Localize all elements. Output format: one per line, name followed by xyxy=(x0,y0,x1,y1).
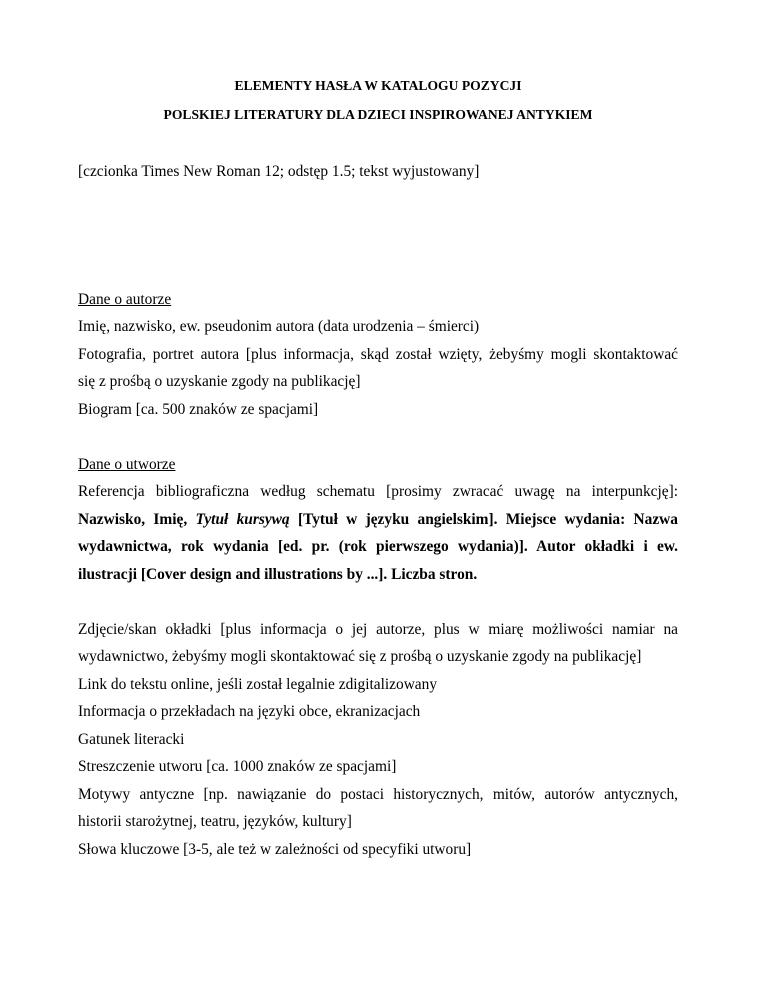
document-title-line-2: POLSKIEJ LITERATURY DLA DZIECI INSPIROWANEJ ANTYKIEM xyxy=(163,107,593,122)
author-photo-line-2: się z prośbą o uzyskanie zgody na publikację] xyxy=(78,373,361,390)
author-photo-line-1: Fotografia, portret autora [plus informacja, skąd został wzięty, żebyśmy mogli skontaktować xyxy=(78,346,678,363)
summary-line: Streszczenie utworu [ca. 1000 znaków ze spacjami] xyxy=(78,758,397,775)
reference-place: [Tytuł w języku angielskim]. Miejsce wydania: Nazwa xyxy=(289,511,678,528)
motifs-line-1: Motywy antyczne [np. nawiązanie do postaci historycznych, mitów, autorów antycznych, xyxy=(78,786,678,803)
author-name-line: Imię, nazwisko, ew. pseudonim autora (data urodzenia – śmierci) xyxy=(78,318,480,335)
reference-author: Nazwisko, Imię, xyxy=(78,511,196,528)
work-section-heading: Dane o utworze xyxy=(78,456,176,473)
translations-line: Informacja o przekładach na języki obce, ekranizacjach xyxy=(78,703,421,720)
keywords-line: Słowa kluczowe [3-5, ale też w zależności od specyfiki utworu] xyxy=(78,841,472,858)
cover-line-1: Zdjęcie/skan okładki [plus informacja o jej autorze, plus w miarę możliwości namiar na xyxy=(78,621,678,638)
author-section-heading: Dane o autorze xyxy=(78,291,172,308)
document-page xyxy=(78,0,678,994)
motifs-line-2: historii starożytnej, teatru, języków, kultury] xyxy=(78,813,352,830)
author-biogram: Biogram [ca. 500 znaków ze spacjami] xyxy=(78,401,319,418)
reference-intro: Referencja bibliograficzna według schematu [prosimy zwracać uwagę na interpunkcję]: xyxy=(78,483,678,500)
online-link-line: Link do tekstu online, jeśli został legalnie zdigitalizowany xyxy=(78,676,438,693)
cover-line-2: wydawnictwo, żebyśmy mogli skontaktować się z prośbą o uzyskanie zgody na publikację] xyxy=(78,648,642,665)
format-note: [czcionka Times New Roman 12; odstęp 1.5; tekst wyjustowany] xyxy=(78,163,480,180)
reference-line-3: wydawnictwa, rok wydania [ed. pr. (rok pierwszego wydania)]. Autor okładki i ew. xyxy=(78,538,678,555)
genre-line: Gatunek literacki xyxy=(78,731,185,748)
reference-line-2 xyxy=(78,511,678,529)
document-title-line-1: ELEMENTY HASŁA W KATALOGU POZYCJI xyxy=(234,78,522,93)
reference-line-4: ilustracji [Cover design and illustrations by ...]. Liczba stron. xyxy=(78,566,478,583)
reference-title-italic: Tytuł kursywą xyxy=(195,511,290,528)
